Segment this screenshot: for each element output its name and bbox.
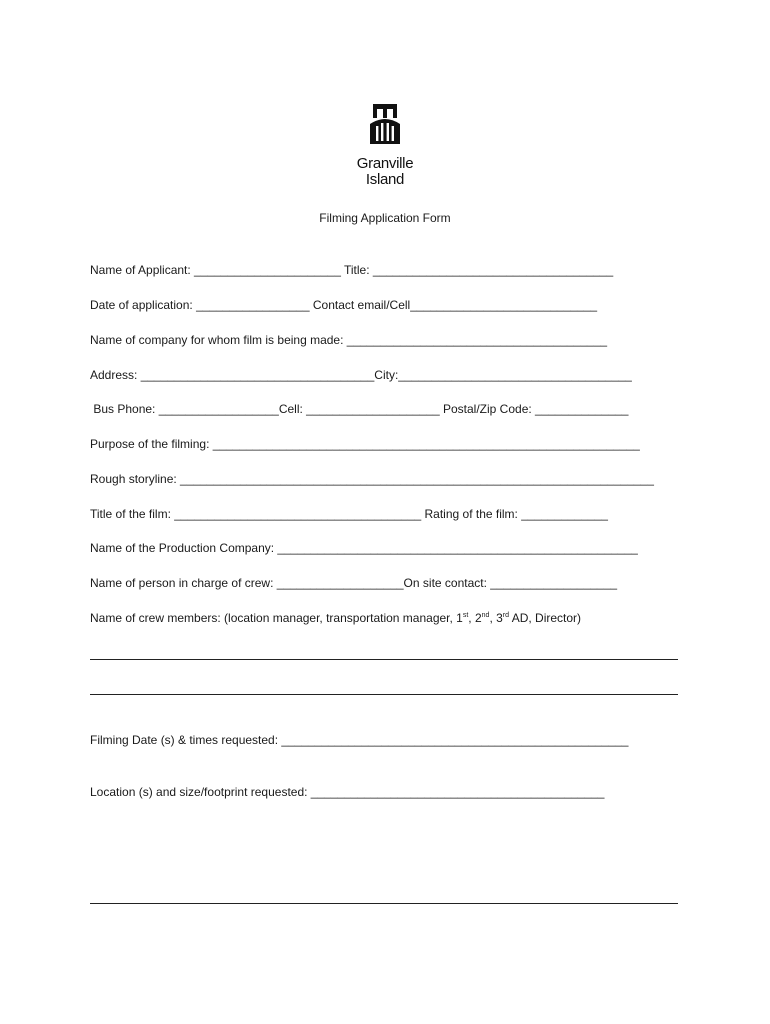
address-city-line[interactable]: Address: ___________________________________City:___________________________________	[90, 368, 632, 382]
company-line[interactable]: Name of company for whom film is being made: _______________________________________	[90, 333, 608, 347]
crew-members-text: Name of crew members: (location manager, transportation manager, 1	[90, 611, 463, 625]
location-footprint-line[interactable]: Location (s) and size/footprint requested: ____________________________________________	[90, 785, 605, 799]
form-title: Filming Application Form	[319, 211, 451, 225]
crew-members-text: AD, Director)	[509, 611, 582, 625]
purpose-line[interactable]: Purpose of the filming: ________________________________________________________________	[90, 437, 640, 451]
film-title-rating-line[interactable]: Title of the film: _____________________________________ Rating of the film: _____________	[90, 507, 608, 521]
crew-members-label	[90, 611, 581, 625]
crew-members-blank-1[interactable]	[90, 659, 678, 660]
granville-island-emblem-icon	[370, 104, 400, 144]
logo-text-granville: Granville	[356, 155, 414, 172]
crew-members-text: , 2	[468, 611, 482, 625]
superscript-rd: rd	[502, 612, 510, 619]
date-contact-line[interactable]: Date of application: _________________ Contact email/Cell____________________________	[90, 298, 598, 312]
production-company-line[interactable]: Name of the Production Company: ______________________________________________________	[90, 541, 638, 555]
logo-text-island: Island	[365, 171, 405, 188]
granville-island-logo	[340, 104, 430, 188]
applicant-name-title-line[interactable]: Name of Applicant: ______________________ Title: ____________________________________	[90, 263, 614, 277]
phone-cell-postal-line[interactable]: Bus Phone: __________________Cell: ____________________ Postal/Zip Code: ______________	[90, 402, 629, 416]
crew-members-blank-2[interactable]	[90, 694, 678, 695]
filming-dates-line[interactable]: Filming Date (s) & times requested: ____________________________________________________	[90, 733, 629, 747]
storyline-line[interactable]: Rough storyline: _______________________________________________________________________	[90, 472, 654, 486]
location-blank[interactable]	[90, 903, 678, 904]
superscript-st: st	[462, 612, 469, 619]
superscript-nd: nd	[481, 612, 490, 619]
crew-charge-onsite-line[interactable]: Name of person in charge of crew: ___________________On site contact: ___________________	[90, 576, 618, 590]
crew-members-text: , 3	[489, 611, 503, 625]
